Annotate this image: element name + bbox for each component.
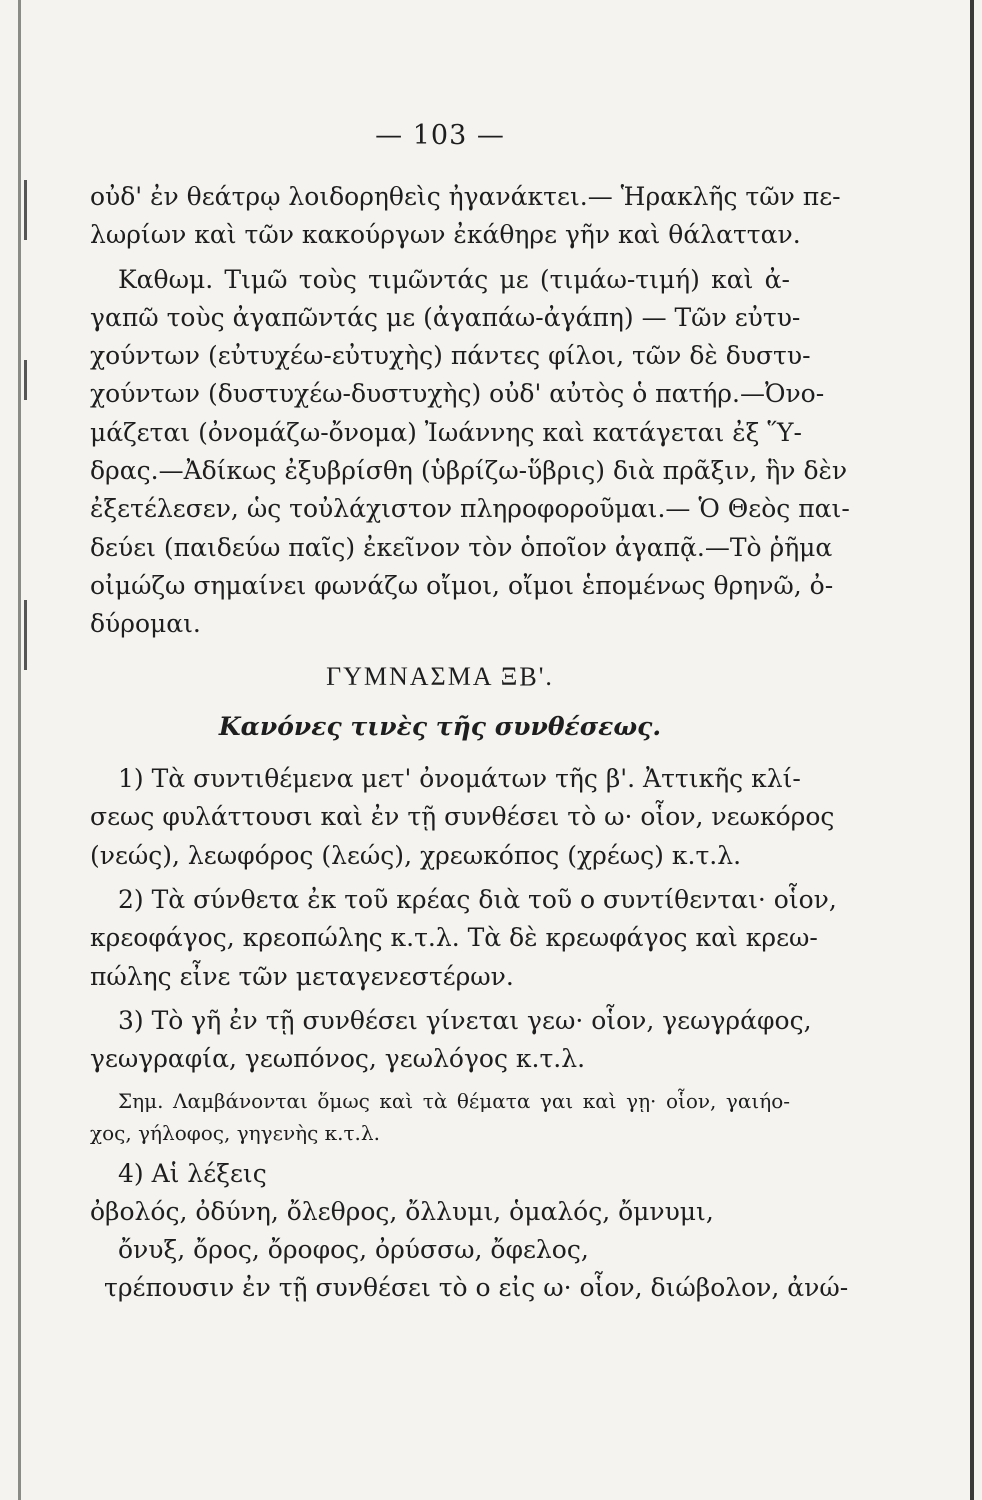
page-gutter-line bbox=[18, 0, 21, 1500]
text-line: σεως φυλάττουσι καὶ ἐν τῇ συνθέσει τὸ ω· οἷον, νεωκόρος bbox=[90, 802, 835, 832]
text-line: οὐδ' ἐν θεάτρῳ λοιδορηθεὶς ἠγανάκτει.— Ἡρακλῆς τῶν πε- bbox=[90, 182, 841, 211]
rule-2 bbox=[90, 881, 837, 996]
paragraph-2 bbox=[90, 261, 850, 644]
page-edge bbox=[970, 0, 974, 1500]
margin-mark bbox=[24, 180, 27, 240]
text-line: (νεώς), λεωφόρος (λεώς), χρεωκόπος (χρέως) κ.τ.λ. bbox=[90, 840, 742, 870]
margin-mark bbox=[24, 360, 27, 400]
text-line: δύρομαι. bbox=[90, 609, 201, 639]
text-line: τρέπουσιν ἐν τῇ συνθέσει τὸ ο εἰς ω· οἷον, διώβολον, ἀνώ- bbox=[104, 1273, 849, 1303]
text-line: δεύει (παιδεύω παῖς) ἐκεῖνον τὸν ὁποῖον ἀγαπᾷ.—Τὸ ῥῆμα bbox=[90, 532, 833, 562]
text-line: 4) Αἱ λέξεις bbox=[118, 1158, 267, 1188]
text-line: 1) Τὰ συντιθέμενα μετ' ὀνομάτων τῆς β'. Ἀττικῆς κλί- bbox=[118, 764, 801, 794]
text-line: δρας.—Ἀδίκως ἐξυβρίσθη (ὑβρίζω-ὕβρις) διὰ πρᾶξιν, ἣν δὲν bbox=[90, 456, 848, 486]
text-line: κρεοφάγος, κρεοπώλης κ.τ.λ. Τὰ δὲ κρεωφάγος καὶ κρεω- bbox=[90, 923, 818, 953]
text-line: 3) Τὸ γῆ ἐν τῇ συνθέσει γίνεται γεω· οἷον, γεωγράφος, bbox=[118, 1005, 812, 1035]
exercise-subheading: Κανόνες τινὲς τῆς συνθέσεως. bbox=[218, 711, 662, 741]
text-line: χούντων (δυστυχέω-δυστυχὴς) οὐδ' αὐτὸς ὁ πατήρ.—Ὀνο- bbox=[90, 379, 825, 409]
text-line: λωρίων καὶ τῶν κακούργων ἐκάθηρε γῆν καὶ θάλατταν. bbox=[90, 220, 801, 250]
text-line: χούντων (εὐτυχέω-εὐτυχὴς) πάντες φίλοι, τῶν δὲ δυστυ- bbox=[90, 341, 811, 371]
word-list-line: ὄνυξ, ὄρος, ὄροφος, ὀρύσσω, ὄφελος, bbox=[118, 1235, 589, 1265]
text-line: 2) Τὰ σύνθετα ἐκ τοῦ κρέας διὰ τοῦ ο συντίθενται· οἷον, bbox=[118, 885, 837, 915]
note-line: χος, γήλοφος, γηγενὴς κ.τ.λ. bbox=[90, 1120, 380, 1145]
text-line: πώλης εἶνε τῶν μεταγενεστέρων. bbox=[90, 961, 514, 991]
paragraph-1 bbox=[90, 178, 841, 255]
note-line: Σημ. Λαμβάνονται ὅμως καὶ τὰ θέματα γαι καὶ γῃ· οἷον, γαιήο- bbox=[118, 1088, 790, 1113]
text-line: ἐξετέλεσεν, ὡς τοὐλάχιστον πληροφοροῦμαι.— Ὁ Θεὸς παι- bbox=[90, 494, 850, 524]
exercise-heading: ΓΥΜΝΑΣΜΑ ΞΒ'. bbox=[326, 661, 554, 691]
page-body bbox=[90, 178, 850, 1308]
text-line: Καθωμ. Τιμῶ τοὺς τιμῶντάς με (τιμάω-τιμή) καὶ ἀ- bbox=[118, 264, 790, 294]
text-line: οἰμώζω σημαίνει φωνάζω οἴμοι, οἴμοι ἑπομένως θρηνῶ, ὀ- bbox=[90, 570, 834, 600]
margin-mark bbox=[24, 600, 27, 670]
page-number: — 103 — bbox=[375, 120, 505, 151]
note bbox=[90, 1085, 790, 1149]
text-line: γαπῶ τοὺς ἀγαπῶντάς με (ἀγαπάω-ἀγάπη) — Τῶν εὐτυ- bbox=[90, 302, 801, 332]
rule-4 bbox=[90, 1155, 849, 1308]
rule-1 bbox=[90, 760, 835, 875]
text-line: γεωγραφία, γεωπόνος, γεωλόγος κ.τ.λ. bbox=[90, 1044, 586, 1074]
rule-3 bbox=[90, 1002, 812, 1079]
word-list-line: ὀβολός, ὀδύνη, ὄλεθρος, ὄλλυμι, ὁμαλός, ὄμνυμι, bbox=[90, 1196, 714, 1226]
text-line: μάζεται (ὀνομάζω-ὄνομα) Ἰωάννης καὶ κατάγεται ἐξ Ὕ- bbox=[90, 417, 802, 447]
